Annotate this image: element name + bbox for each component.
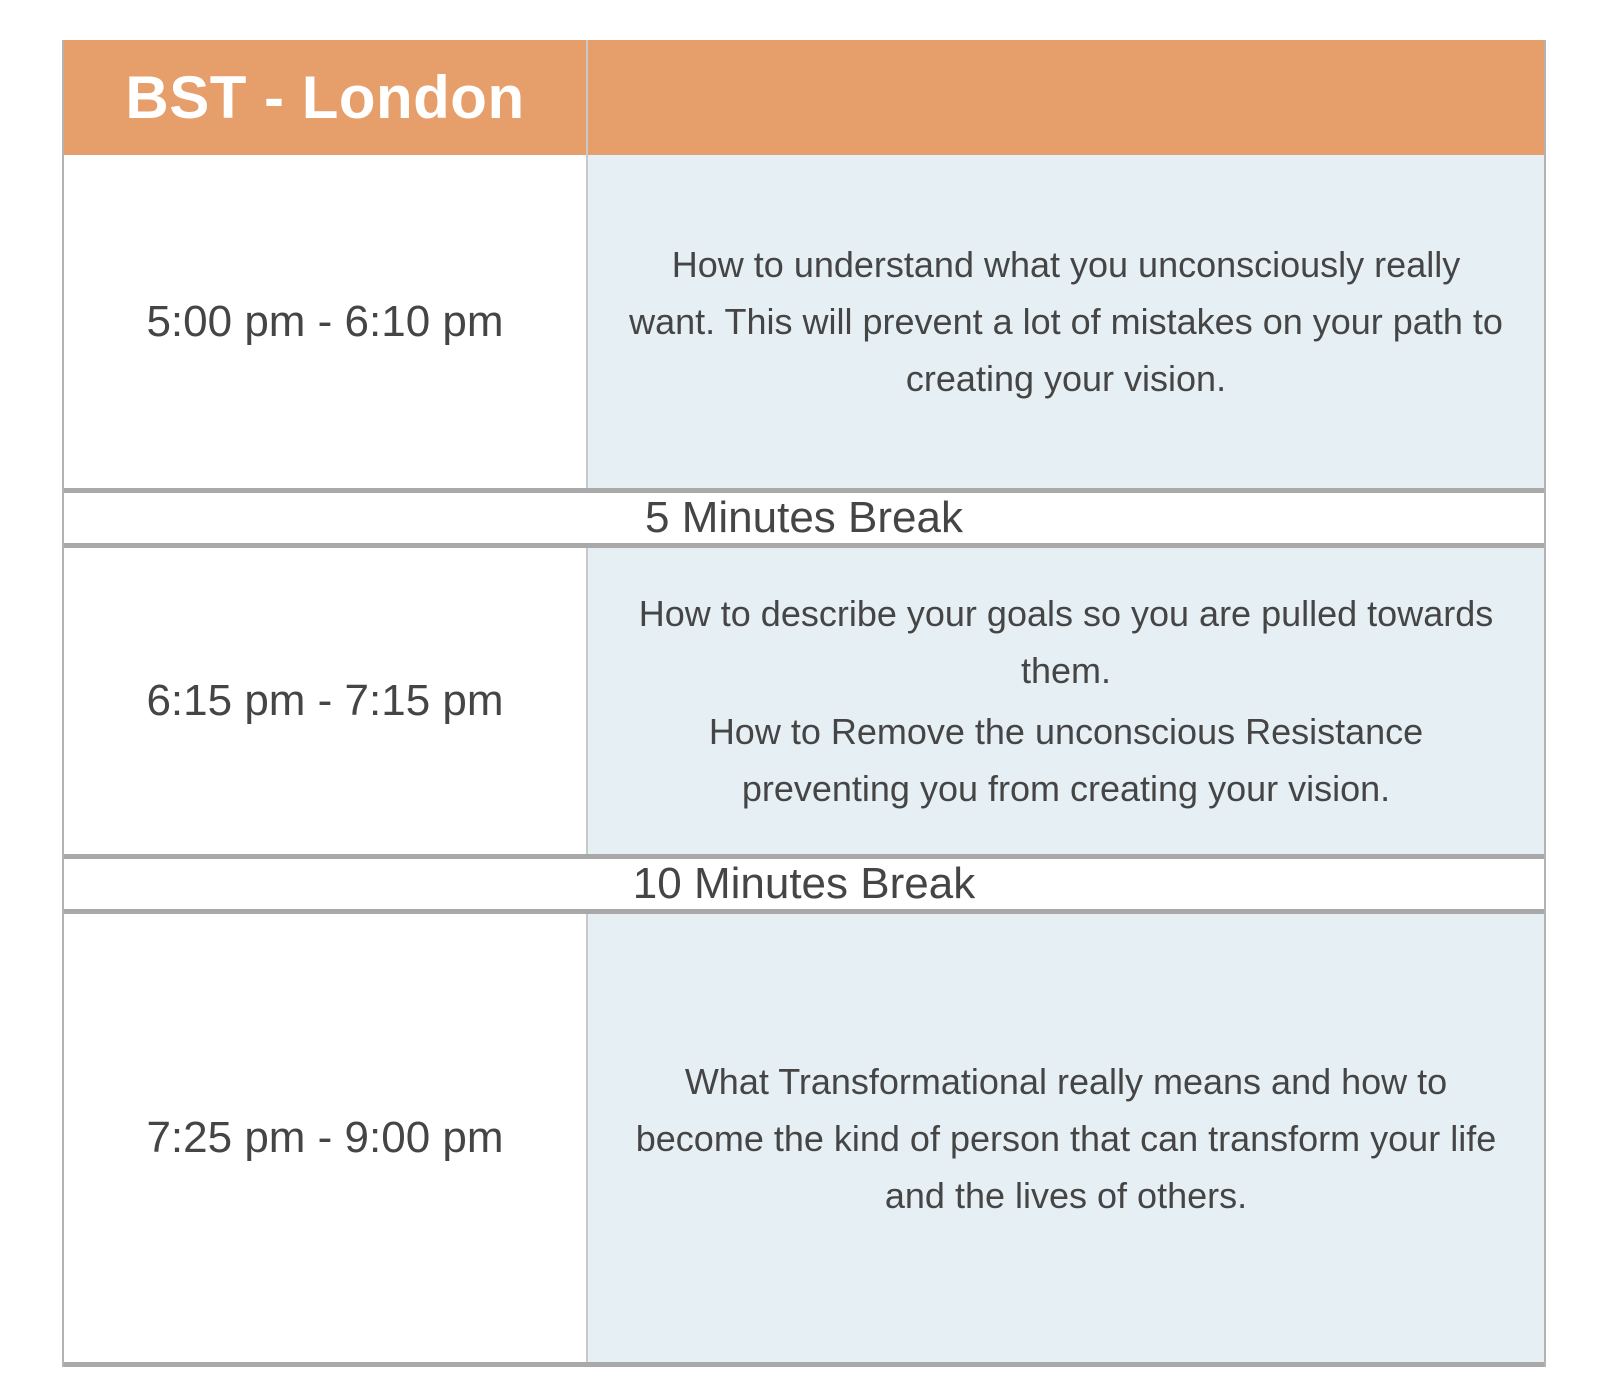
session-description xyxy=(588,548,1544,854)
session-description xyxy=(588,914,1544,1362)
table-header xyxy=(64,40,1544,155)
table-bottom-border xyxy=(64,1362,1544,1367)
session-time: 6:15 pm - 7:15 pm xyxy=(64,548,588,854)
session-row xyxy=(64,914,1544,1362)
header-cell-empty xyxy=(588,40,1544,155)
session-description-text: How to understand what you unconsciously really want. This will prevent a lot of mistakes on your path to creating your vision. xyxy=(629,244,1503,399)
session-description-text: How to Remove the unconscious Resistance preventing you from creating your vision. xyxy=(708,711,1424,809)
session-description xyxy=(588,155,1544,488)
break-row: 10 Minutes Break xyxy=(64,854,1544,914)
session-row xyxy=(64,548,1544,854)
break-row: 5 Minutes Break xyxy=(64,488,1544,548)
session-row xyxy=(64,155,1544,488)
session-time: 7:25 pm - 9:00 pm xyxy=(64,914,588,1362)
session-time: 5:00 pm - 6:10 pm xyxy=(64,155,588,488)
header-cell-timezone xyxy=(64,40,588,155)
timezone-title: BST - London xyxy=(125,64,525,131)
session-description-text: How to describe your goals so you are pulled towards them. xyxy=(638,593,1494,691)
schedule-table xyxy=(62,40,1546,1367)
session-description-text: What Transformational really means and how to become the kind of person that can transform your life and the lives of others. xyxy=(635,1060,1497,1216)
